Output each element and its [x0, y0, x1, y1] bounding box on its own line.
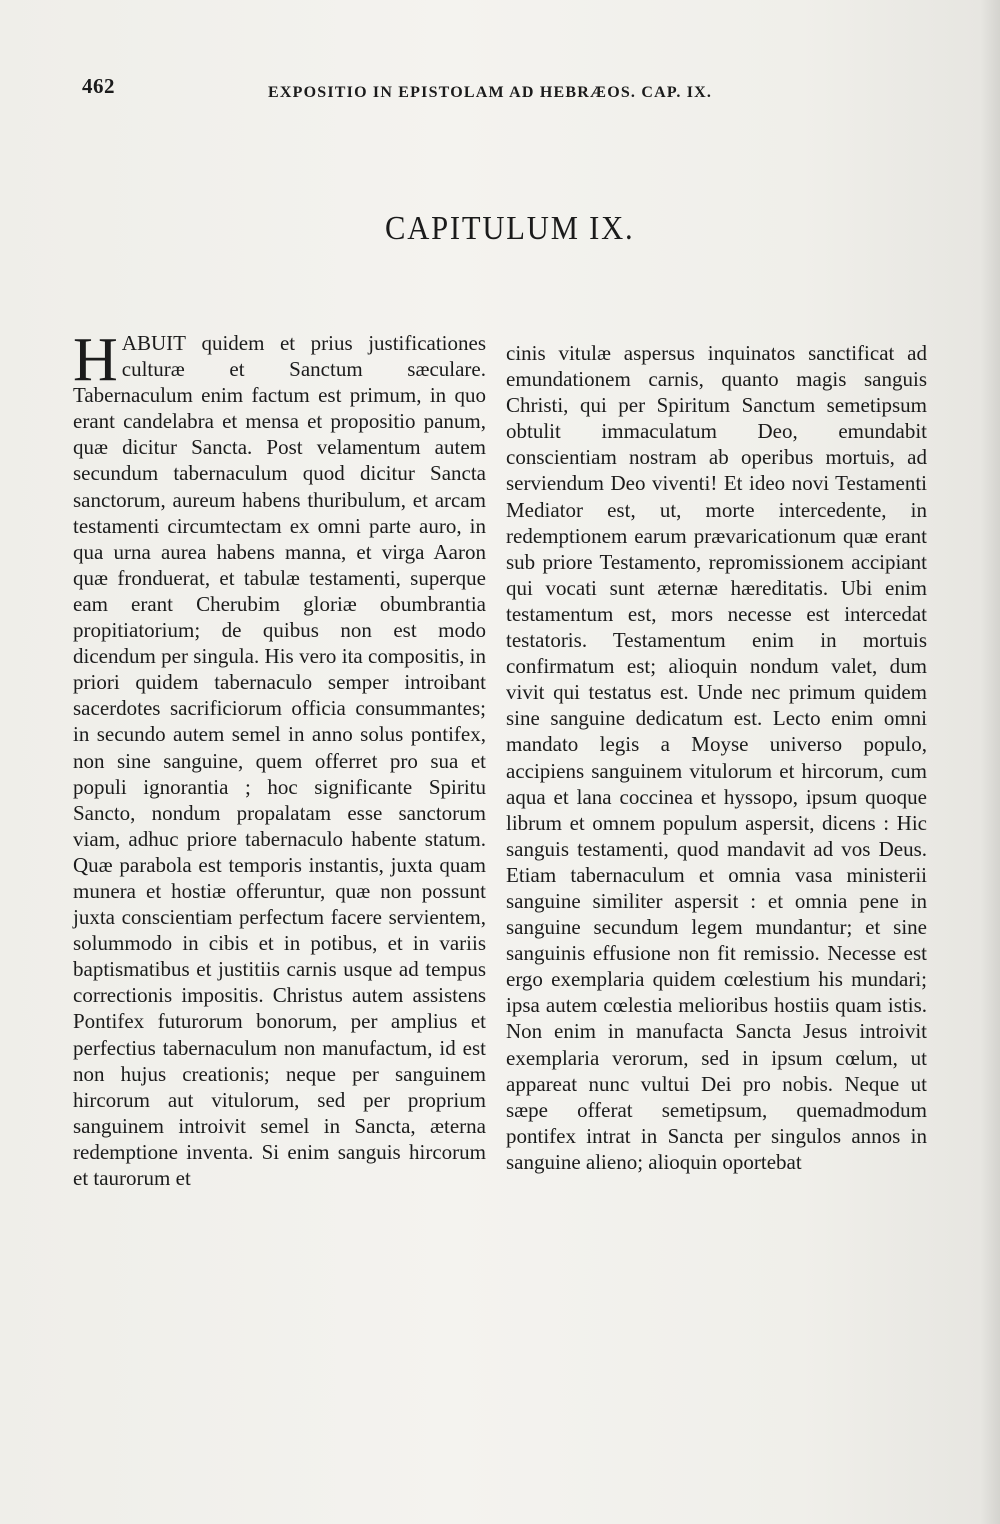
left-text-column	[73, 326, 486, 1360]
left-column-paragraph	[73, 326, 486, 1191]
page-edge-shadow	[980, 0, 1000, 1524]
page-number: 462	[82, 74, 115, 98]
opening-word: ABUIT	[121, 331, 186, 355]
left-column-text: quidem et prius justificationes culturæ et Sanctum sæculare. Tabernaculum enim factum est primum, in quo erant candelabra et mensa et propositio panum, quæ dicitur Sancta. Post velamentum autem secundum tabernaculum quod dicitur Sancta sanctorum, aureum habens thuribulum, et arcam testamenti circumtectam ex omni parte auro, in qua urna aurea habens manna, et virga Aaron quæ fronduerat, et tabulæ testamenti, superque eam erant Cherubim gloriæ obumbrantia propitiatorium; de quibus non est modo dicendum per singula. His vero ita compositis, in priori quidem tabernaculo semper introibant sacerdotes sacrificiorum officia consummantes; in secundo autem semel in anno solus pontifex, non sine sanguine, quem offerret pro sua et populi ignorantia ; hoc significante Spiritu Sancto, nondum propalatam esse sanctorum viam, adhuc priore tabernaculo habente statum. Quæ parabola est temporis instantis, juxta quam munera et hostiæ offeruntur, quæ non possunt juxta conscientiam perfectum facere servientem, solummodo in cibis et in potibus, et in variis baptismatibus et justitiis carnis usque ad tempus correctionis impositis. Christus autem assistens Pontifex futurorum bonorum, per amplius et perfectius tabernaculum non manufactum, id est non hujus creationis; neque per sanguinem hircorum aut vitulorum, sed per proprium sanguinem introivit semel in Sancta, æterna redemptione inventa. Si enim sanguis hircorum et taurorum et	[73, 331, 486, 1190]
drop-cap: H	[73, 326, 118, 394]
right-column-paragraph: cinis vitulæ aspersus inquinatos sanctificat ad emundationem carnis, quanto magis sanguis Christi, qui per Spiritum Sanctum semetipsum obtulit immaculatum Deo, emundabit conscientiam nostram ab operibus mortuis, ad serviendum Deo viventi! Et ideo novi Testamenti Mediator est, ut, morte intercedente, in redemptionem earum prævaricationum quæ erant sub priore Testamento, repromissionem accipiant qui vocati sunt æternæ hæreditatis. Ubi enim testamentum est, mors necesse est intercedat testatoris. Testamentum enim in mortuis confirmatum est; alioquin nondum valet, dum vivit qui testatus est. Unde nec primum quidem sine sanguine dedicatum est. Lecto enim omni mandato legis a Moyse universo populo, accipiens sanguinem vitulorum et hircorum, cum aqua et lana coccinea et hyssopo, ipsum quoque librum et omnem populum aspersit, dicens : Hic sanguis testamenti, quod mandavit ad vos Deus. Etiam tabernaculum et omnia vasa ministerii sanguine similiter aspersit : et omnia pene in sanguine secundum legem mundantur; et sine sanguinis effusione non fit remissio. Necesse est ergo exemplaria quidem cœlestium his mundari; ipsa autem cœlestia melioribus hostiis quam istis. Non enim in manufacta Sancta Jesus introivit exemplaria verorum, sed in ipsum cœlum, ut appareat nunc vultui Dei pro nobis. Neque ut sæpe offerat semetipsum, quemadmodum pontifex intrat in Sancta per singulos annos in sanguine alieno; alioquin oportebat	[506, 341, 927, 1174]
running-head: EXPOSITIO IN EPISTOLAM AD HEBRÆOS. CAP. IX.	[268, 84, 713, 101]
chapter-title: CAPITULUM IX.	[385, 210, 635, 247]
right-text-column	[506, 340, 927, 1370]
